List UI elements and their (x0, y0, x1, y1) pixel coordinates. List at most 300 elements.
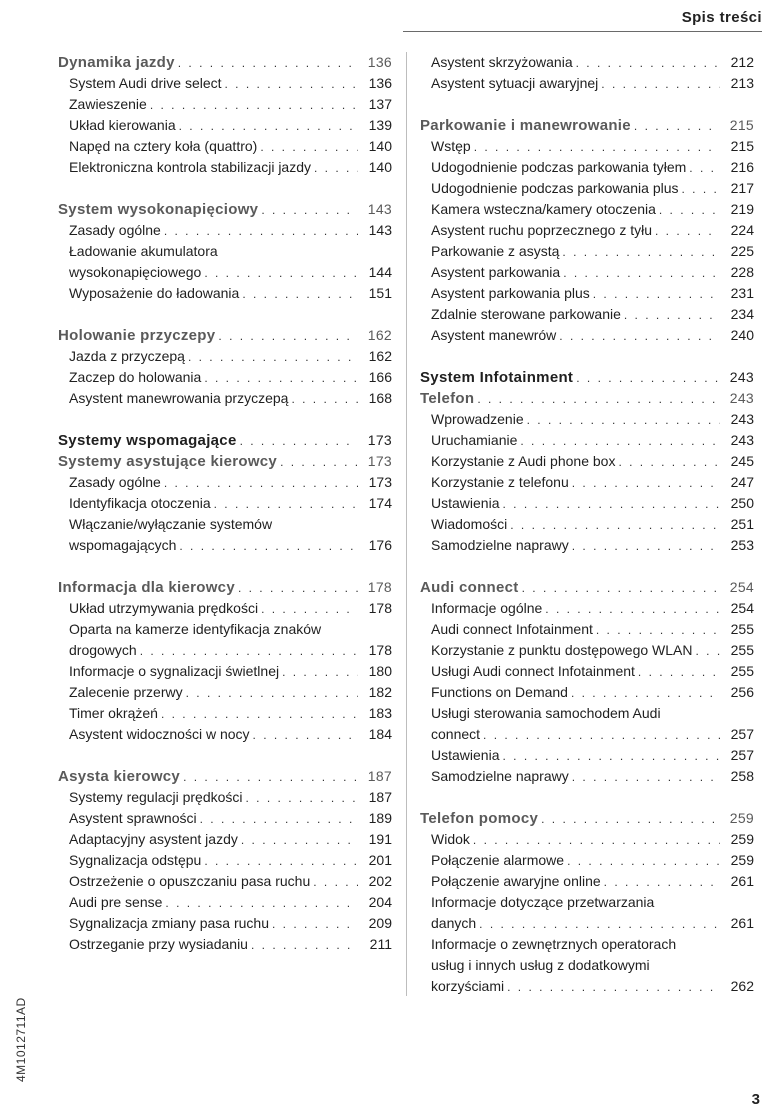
toc-entry[interactable] (58, 94, 392, 115)
toc-section-heading[interactable] (58, 577, 392, 598)
toc-entry-page: 139 (368, 117, 392, 133)
toc-entry-label: Systemy regulacji prędkości (69, 789, 243, 805)
toc-entry-page: 243 (730, 411, 754, 427)
toc-entry-page: 261 (730, 915, 754, 931)
section-gap (58, 745, 392, 766)
toc-entry[interactable] (58, 157, 392, 178)
toc-entry-label: Asystent sytuacji awaryjnej (431, 75, 599, 91)
toc-entry-label: Asystent sprawności (69, 810, 197, 826)
toc-entry[interactable] (58, 829, 392, 850)
toc-entry-label: Parkowanie i manewrowanie (420, 117, 631, 134)
section-gap (420, 346, 754, 367)
dot-leader (291, 389, 358, 410)
dot-leader (689, 158, 720, 179)
toc-right-column (420, 52, 754, 997)
toc-entry-label: Wyposażenie do ładowania (69, 285, 240, 301)
toc-entry-page: 255 (730, 642, 754, 658)
toc-entry-page: 253 (730, 537, 754, 553)
toc-entry-page: 178 (368, 642, 392, 658)
document-code: 4M1012711AD (14, 997, 28, 1082)
toc-entry[interactable] (58, 115, 392, 136)
dot-leader (251, 935, 358, 956)
toc-entry[interactable] (420, 976, 754, 997)
toc-entry-label: Zaczep do holowania (69, 369, 202, 385)
dot-leader (502, 494, 720, 515)
toc-entry-page: 259 (729, 810, 754, 826)
toc-entry-label: usług i innych usług z dodatkowymi (431, 957, 650, 973)
dot-leader (576, 368, 720, 389)
toc-entry-label: Wprowadzenie (431, 411, 524, 427)
toc-entry-page: 234 (730, 306, 754, 322)
dot-leader (282, 662, 358, 683)
dot-leader (272, 914, 358, 935)
toc-entry-page: 187 (367, 768, 392, 784)
dot-leader (179, 116, 358, 137)
toc-entry[interactable] (58, 661, 392, 682)
toc-entry-label: Audi connect Infotainment (431, 621, 593, 637)
toc-entry-label: System wysokonapięciowy (58, 201, 259, 218)
toc-entry-label: wysokonapięciowego (69, 264, 202, 280)
dot-leader (218, 326, 358, 347)
toc-entry-page: 140 (368, 138, 392, 154)
toc-section-heading[interactable] (58, 766, 392, 787)
toc-entry[interactable] (420, 703, 754, 724)
toc-entry-page: 213 (730, 75, 754, 91)
dot-leader (280, 452, 358, 473)
toc-entry-page: 215 (729, 117, 754, 133)
toc-entry-label: Zasady ogólne (69, 222, 161, 238)
toc-entry-page: 174 (368, 495, 392, 511)
toc-entry-label: Włączanie/wyłączanie systemów (69, 516, 273, 532)
dot-leader (479, 914, 720, 935)
dot-leader (314, 158, 358, 179)
toc-entry-label: Ustawienia (431, 747, 500, 763)
toc-entry-label: wspomagających (69, 537, 177, 553)
toc-section-heading[interactable] (58, 325, 392, 346)
toc-entry-page: 243 (729, 369, 754, 385)
toc-entry[interactable] (420, 220, 754, 241)
dot-leader (161, 704, 358, 725)
toc-entry[interactable] (420, 262, 754, 283)
toc-entry[interactable] (420, 325, 754, 346)
page-number: 3 (751, 1091, 760, 1108)
toc-entry-label: connect (431, 726, 481, 742)
toc-entry-label: Adaptacyjny asystent jazdy (69, 831, 238, 847)
toc-entry-page: 258 (730, 768, 754, 784)
toc-entry-page: 140 (368, 159, 392, 175)
toc-entry-label: Wiadomości (431, 516, 508, 532)
dot-leader (695, 641, 720, 662)
toc-entry-label: Asystent manewrów (431, 327, 557, 343)
toc-entry-page: 261 (730, 873, 754, 889)
toc-entry-page: 144 (368, 264, 392, 280)
toc-entry[interactable] (420, 766, 754, 787)
toc-entry-label: Audi connect (420, 579, 519, 596)
toc-entry[interactable] (58, 619, 392, 640)
dot-leader (545, 599, 720, 620)
toc-entry-label: Ustawienia (431, 495, 500, 511)
toc-entry-label: Korzystanie z Audi phone box (431, 453, 616, 469)
toc-entry[interactable] (58, 535, 392, 556)
toc-entry-label: Układ utrzymywania prędkości (69, 600, 259, 616)
header-divider (403, 31, 762, 32)
toc-entry-label: Zalecenie przerwy (69, 684, 183, 700)
toc-section-heading[interactable] (58, 430, 392, 451)
toc-entry[interactable] (58, 808, 392, 829)
dot-leader (634, 116, 720, 137)
toc-entry-label: danych (431, 915, 477, 931)
toc-section-heading[interactable] (420, 367, 754, 388)
toc-entry-page: 178 (367, 579, 392, 595)
dot-leader (572, 473, 720, 494)
toc-entry-label: Informacje ogólne (431, 600, 543, 616)
toc-entry-label: Widok (431, 831, 470, 847)
toc-entry-page: 173 (367, 453, 392, 469)
toc-entry-page: 136 (367, 54, 392, 70)
toc-entry-label: Połączenie alarmowe (431, 852, 565, 868)
toc-entry[interactable] (58, 850, 392, 871)
dot-leader (541, 809, 720, 830)
dot-leader (596, 620, 720, 641)
toc-entry[interactable] (420, 640, 754, 661)
toc-entry-label: Usługi sterowania samochodem Audi (431, 705, 661, 721)
toc-entry[interactable] (420, 955, 754, 976)
dot-leader (567, 851, 720, 872)
toc-entry[interactable] (420, 619, 754, 640)
section-gap (58, 556, 392, 577)
toc-entry[interactable] (420, 472, 754, 493)
toc-entry-label: Telefon (420, 390, 475, 407)
toc-entry[interactable] (420, 178, 754, 199)
dot-leader (165, 893, 358, 914)
toc-entry-page: 201 (368, 852, 392, 868)
toc-entry-page: 257 (730, 747, 754, 763)
toc-entry[interactable] (58, 598, 392, 619)
toc-entry-label: Uruchamianie (431, 432, 518, 448)
toc-entry-label: Układ kierowania (69, 117, 176, 133)
toc-entry[interactable] (58, 220, 392, 241)
toc-entry-label: Asystent ruchu poprzecznego z tyłu (431, 222, 653, 238)
toc-entry[interactable] (58, 73, 392, 94)
dot-leader (240, 431, 358, 452)
toc-entry-page: 262 (730, 978, 754, 994)
toc-entry-label: Udogodnienie podczas parkowania plus (431, 180, 679, 196)
toc-entry-label: Asysta kierowcy (58, 768, 181, 785)
toc-entry[interactable] (420, 535, 754, 556)
toc-entry[interactable] (420, 430, 754, 451)
toc-entry-label: Zawieszenie (69, 96, 147, 112)
toc-entry-label: Ładowanie akumulatora (69, 243, 218, 259)
toc-entry-label: Functions on Demand (431, 684, 568, 700)
dot-leader (522, 578, 720, 599)
toc-entry-page: 143 (368, 222, 392, 238)
dot-leader (559, 326, 720, 347)
toc-entry[interactable] (58, 640, 392, 661)
dot-leader (204, 368, 358, 389)
dot-leader (563, 263, 720, 284)
toc-entry-label: System Audi drive select (69, 75, 222, 91)
toc-entry[interactable] (58, 787, 392, 808)
toc-entry[interactable] (420, 829, 754, 850)
toc-entry-label: Asystent widoczności w nocy (69, 726, 250, 742)
dot-leader (183, 767, 358, 788)
dot-leader (188, 347, 358, 368)
dot-leader (150, 95, 358, 116)
dot-leader (246, 788, 358, 809)
toc-entry-label: Samodzielne naprawy (431, 537, 569, 553)
toc-entry-page: 211 (369, 936, 392, 952)
toc-entry[interactable] (420, 724, 754, 745)
toc-entry[interactable] (420, 451, 754, 472)
toc-entry[interactable] (58, 703, 392, 724)
toc-entry[interactable] (420, 199, 754, 220)
dot-leader (261, 200, 358, 221)
toc-entry-page: 162 (367, 327, 392, 343)
toc-entry-label: Asystent manewrowania przyczepą (69, 390, 289, 406)
dot-leader (507, 977, 720, 998)
toc-entry[interactable] (420, 871, 754, 892)
toc-entry-label: Informacje dotyczące przetwarzania (431, 894, 655, 910)
toc-entry-page: 251 (730, 516, 754, 532)
toc-entry[interactable] (58, 367, 392, 388)
toc-entry-label: Wstęp (431, 138, 471, 154)
dot-leader (571, 683, 720, 704)
toc-entry[interactable] (58, 283, 392, 304)
toc-entry[interactable] (58, 724, 392, 745)
toc-entry-page: 173 (367, 432, 392, 448)
dot-leader (204, 263, 358, 284)
toc-entry-page: 243 (730, 432, 754, 448)
toc-entry[interactable] (420, 52, 754, 73)
toc-entry[interactable] (58, 934, 392, 955)
toc-entry-page: 231 (730, 285, 754, 301)
toc-entry[interactable] (420, 241, 754, 262)
dot-leader (638, 662, 720, 683)
toc-entry[interactable] (58, 682, 392, 703)
toc-entry-page: 178 (368, 600, 392, 616)
toc-entry[interactable] (420, 304, 754, 325)
toc-entry-page: 240 (730, 327, 754, 343)
toc-entry-page: 209 (368, 915, 392, 931)
toc-entry[interactable] (58, 913, 392, 934)
toc-entry-label: Audi pre sense (69, 894, 163, 910)
dot-leader (655, 221, 720, 242)
toc-entry[interactable] (58, 241, 392, 262)
dot-leader (520, 431, 720, 452)
section-gap (420, 787, 754, 808)
toc-entry-page: 255 (730, 621, 754, 637)
toc-entry-label: Holowanie przyczepy (58, 327, 216, 344)
dot-leader (241, 830, 358, 851)
page-header-title: Spis treści (681, 9, 762, 26)
toc-entry[interactable] (420, 493, 754, 514)
toc-entry[interactable] (420, 157, 754, 178)
toc-entry-page: 176 (368, 537, 392, 553)
toc-entry-page: 202 (368, 873, 392, 889)
toc-entry-page: 245 (730, 453, 754, 469)
toc-entry[interactable] (58, 136, 392, 157)
toc-entry-label: Napęd na cztery koła (quattro) (69, 138, 258, 154)
dot-leader (593, 284, 720, 305)
toc-entry[interactable] (420, 73, 754, 94)
dot-leader (204, 851, 358, 872)
toc-entry-page: 166 (368, 369, 392, 385)
dot-leader (214, 494, 358, 515)
toc-entry-label: Informacje o zewnętrznych operatorach (431, 936, 677, 952)
toc-entry[interactable] (58, 388, 392, 409)
toc-entry-label: Telefon pomocy (420, 810, 539, 827)
toc-entry-label: Zasady ogólne (69, 474, 161, 490)
toc-section-heading[interactable] (420, 577, 754, 598)
column-divider (406, 52, 407, 996)
toc-entry-page: 136 (368, 75, 392, 91)
toc-section-heading[interactable] (58, 52, 392, 73)
dot-leader (225, 74, 358, 95)
toc-entry[interactable] (58, 871, 392, 892)
toc-entry-page: 162 (368, 348, 392, 364)
toc-entry-label: Oparta na kamerze identyfikacja znaków (69, 621, 322, 637)
dot-leader (186, 683, 358, 704)
toc-entry-page: 184 (368, 726, 392, 742)
toc-entry-page: 256 (730, 684, 754, 700)
dot-leader (178, 53, 358, 74)
toc-entry[interactable] (58, 346, 392, 367)
toc-entry-page: 189 (368, 810, 392, 826)
dot-leader (624, 305, 720, 326)
dot-leader (604, 872, 720, 893)
dot-leader (483, 725, 720, 746)
toc-entry[interactable] (420, 913, 754, 934)
toc-entry-page: 143 (367, 201, 392, 217)
toc-entry-page: 247 (730, 474, 754, 490)
dot-leader (473, 830, 720, 851)
toc-entry-page: 212 (730, 54, 754, 70)
toc-entry-label: Elektroniczna kontrola stabilizacji jazdy (69, 159, 311, 175)
toc-entry-page: 191 (368, 831, 392, 847)
toc-entry-page: 204 (368, 894, 392, 910)
toc-entry-label: Asystent parkowania (431, 264, 561, 280)
toc-entry[interactable] (58, 262, 392, 283)
toc-entry-label: Systemy wspomagające (58, 432, 237, 449)
toc-entry[interactable] (420, 136, 754, 157)
dot-leader (260, 137, 358, 158)
section-gap (420, 556, 754, 577)
toc-left-column (58, 52, 392, 955)
toc-entry-label: Asystent skrzyżowania (431, 54, 573, 70)
toc-entry-label: Jazda z przyczepą (69, 348, 185, 364)
dot-leader (572, 536, 720, 557)
dot-leader (562, 242, 720, 263)
section-gap (58, 409, 392, 430)
dot-leader (572, 767, 720, 788)
toc-entry-page: 255 (730, 663, 754, 679)
toc-entry-label: System Infotainment (420, 369, 574, 386)
toc-entry-page: 217 (730, 180, 754, 196)
toc-entry-page: 151 (368, 285, 392, 301)
toc-entry-label: Kamera wsteczna/kamery otoczenia (431, 201, 656, 217)
dot-leader (164, 221, 358, 242)
toc-entry-label: Identyfikacja otoczenia (69, 495, 211, 511)
toc-entry-label: Połączenie awaryjne online (431, 873, 601, 889)
toc-section-heading[interactable] (58, 451, 392, 472)
dot-leader (164, 473, 358, 494)
toc-entry-label: Dynamika jazdy (58, 54, 175, 71)
toc-section-heading[interactable] (58, 199, 392, 220)
toc-entry-label: Korzystanie z telefonu (431, 474, 569, 490)
toc-entry[interactable] (420, 283, 754, 304)
toc-entry[interactable] (58, 514, 392, 535)
dot-leader (659, 200, 720, 221)
section-gap (420, 94, 754, 115)
toc-entry-label: Timer okrążeń (69, 705, 158, 721)
toc-entry[interactable] (58, 472, 392, 493)
toc-entry-page: 259 (730, 852, 754, 868)
dot-leader (253, 725, 358, 746)
toc-entry-page: 182 (368, 684, 392, 700)
toc-entry-page: 215 (730, 138, 754, 154)
dot-leader (242, 284, 358, 305)
toc-entry-page: 243 (729, 390, 754, 406)
toc-entry[interactable] (420, 745, 754, 766)
toc-entry-label: Ostrzeżenie o opuszczaniu pasa ruchu (69, 873, 311, 889)
toc-entry[interactable] (58, 493, 392, 514)
toc-entry-label: drogowych (69, 642, 137, 658)
toc-entry-page: 168 (368, 390, 392, 406)
toc-entry-label: Usługi Audi connect Infotainment (431, 663, 635, 679)
toc-entry[interactable] (420, 598, 754, 619)
toc-entry[interactable] (420, 892, 754, 913)
toc-entry-page: 254 (729, 579, 754, 595)
dot-leader (510, 515, 720, 536)
dot-leader (618, 452, 720, 473)
toc-entry[interactable] (420, 934, 754, 955)
toc-entry[interactable] (420, 850, 754, 871)
dot-leader (502, 746, 720, 767)
toc-entry[interactable] (420, 514, 754, 535)
dot-leader (477, 389, 720, 410)
dot-leader (261, 599, 358, 620)
dot-leader (474, 137, 720, 158)
toc-entry[interactable] (420, 409, 754, 430)
dot-leader (238, 578, 358, 599)
toc-entry-label: korzyściami (431, 978, 505, 994)
toc-entry-label: Udogodnienie podczas parkowania tyłem (431, 159, 687, 175)
toc-entry-label: Korzystanie z punktu dostępowego WLAN (431, 642, 693, 658)
toc-entry-page: 225 (730, 243, 754, 259)
section-gap (58, 178, 392, 199)
toc-entry[interactable] (58, 892, 392, 913)
toc-section-heading[interactable] (420, 388, 754, 409)
section-gap (58, 304, 392, 325)
toc-section-heading[interactable] (420, 808, 754, 829)
toc-entry-page: 250 (730, 495, 754, 511)
toc-entry-page: 259 (730, 831, 754, 847)
toc-entry-label: Sygnalizacja zmiany pasa ruchu (69, 915, 269, 931)
toc-entry[interactable] (420, 661, 754, 682)
dot-leader (200, 809, 358, 830)
dot-leader (682, 179, 720, 200)
toc-entry-label: Ostrzeganie przy wysiadaniu (69, 936, 248, 952)
toc-entry-label: Systemy asystujące kierowcy (58, 453, 278, 470)
toc-entry-page: 173 (368, 474, 392, 490)
dot-leader (576, 53, 720, 74)
toc-section-heading[interactable] (420, 115, 754, 136)
toc-entry-label: Parkowanie z asystą (431, 243, 560, 259)
toc-entry-label: Zdalnie sterowane parkowanie (431, 306, 621, 322)
toc-entry[interactable] (420, 682, 754, 703)
dot-leader (313, 872, 358, 893)
toc-entry-label: Sygnalizacja odstępu (69, 852, 202, 868)
